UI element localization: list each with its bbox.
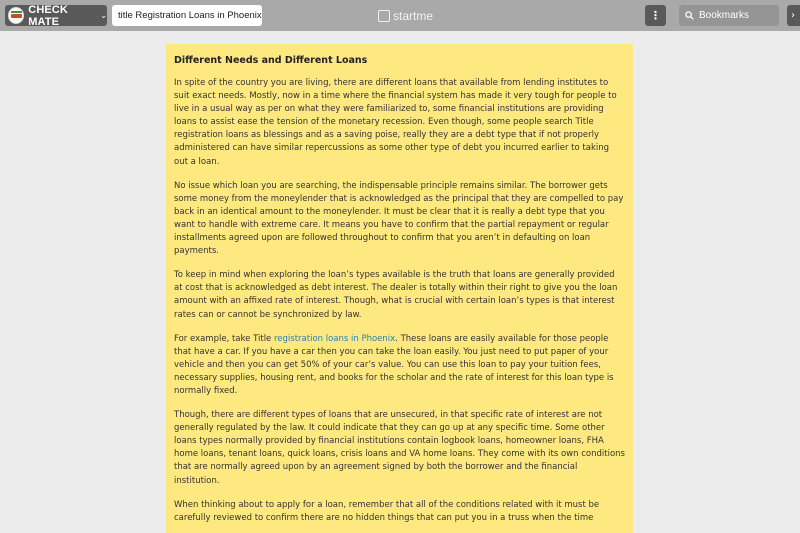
top-bar	[0, 0, 800, 31]
kebab-menu-icon: ⋮	[650, 9, 661, 22]
article-paragraph-3: To keep in mind when exploring the loan’s types available is the truth that loans are generally provided at cost that is acknowledged as debt interest. The dealer is totally within their right to give you the loan amount with an affixed rate of interest. Though, what is crucial with certain loan’s types is that interest rates can or cannot be synchronized by law.	[174, 270, 618, 320]
brand-name: CHECK MATE	[28, 3, 68, 28]
site-name: startme	[393, 8, 434, 23]
site-logo[interactable]	[378, 8, 433, 23]
article-paragraph-1: In spite of the country you are living, there are different loans that available from lending institutes to suit exact needs. Mostly, now in a time where the financial system has made it very tough for people to live in a usual way as per on what they were familiarized to, some financial institutions are providing loans to assist ease the tension of the monetary recession. Even though, some people search Title registration loans as blessings and as a saving poise, really they are a debt type that if not properly administered can have similar repercussions as some other type of debt you incurred earlier to taking out a loan.	[174, 78, 617, 167]
side-panel-tab[interactable]: ›	[787, 5, 800, 26]
page-switcher-button[interactable]	[5, 5, 107, 26]
article-title: Different Needs and Different Loans	[174, 55, 368, 66]
article-paragraph-2: No issue which loan you are searching, the indispensable principle remains similar. The borrower gets some money from the moneylender that is acknowledged as the principal that they are compelled to pay back in an identical amount to the moneylender. It must be clear that it is really a debt type that you want to handle with extreme care. It means you have to confirm that the partial repayment or regular installments agreed upon are followed throughout to confirm that you aren’t in defaulting on loan payments.	[174, 180, 624, 257]
chevron-down-icon: ⌄	[100, 11, 107, 20]
paragraph-text: . These loans are easily available for those people that have a car. If you have a car then you can take the loan easily. You just need to put paper of your vehicle and then you can get 50% of your car’s value. You can use this loan to pay your tuition fees, necessary supplies, housing rent, and books for the scholar and the rate of interest for this loan type is normally fixed.	[174, 333, 614, 396]
article-paragraph-4	[174, 333, 625, 398]
bookmarks-search-button[interactable]	[679, 5, 779, 26]
article-widget	[166, 44, 633, 533]
bookmarks-label: Bookmarks	[699, 10, 750, 21]
search-icon	[685, 11, 694, 20]
brand-logo-icon	[8, 7, 24, 24]
paragraph-text: For example, take Title	[174, 333, 274, 344]
more-menu-button[interactable]	[645, 5, 666, 26]
startme-logo-icon	[378, 10, 390, 22]
registration-loans-link[interactable]: registration loans in Phoenix	[273, 333, 396, 344]
article-paragraph-5: Though, there are different types of loans that are unsecured, in that specific rate of interest are not generally regulated by the law. It could indicate that they can go up at any specific time. Some other loans types normally provided by financial institutions contain logbook loans, homeowner loans, FHA home loans, tenant loans, quick loans, crisis loans and VA home loans. They come with its own conditions that are normally agreed upon by an agreement signed by both the borrower and the financial institution.	[174, 410, 625, 486]
article-paragraph-6: When thinking about to apply for a loan, remember that all of the conditions related with it must be carefully reviewed to confirm there are no hidden things that can put you in a truss when the time	[174, 499, 600, 523]
search-input[interactable]: title Registration Loans in Phoenix	[112, 5, 262, 26]
